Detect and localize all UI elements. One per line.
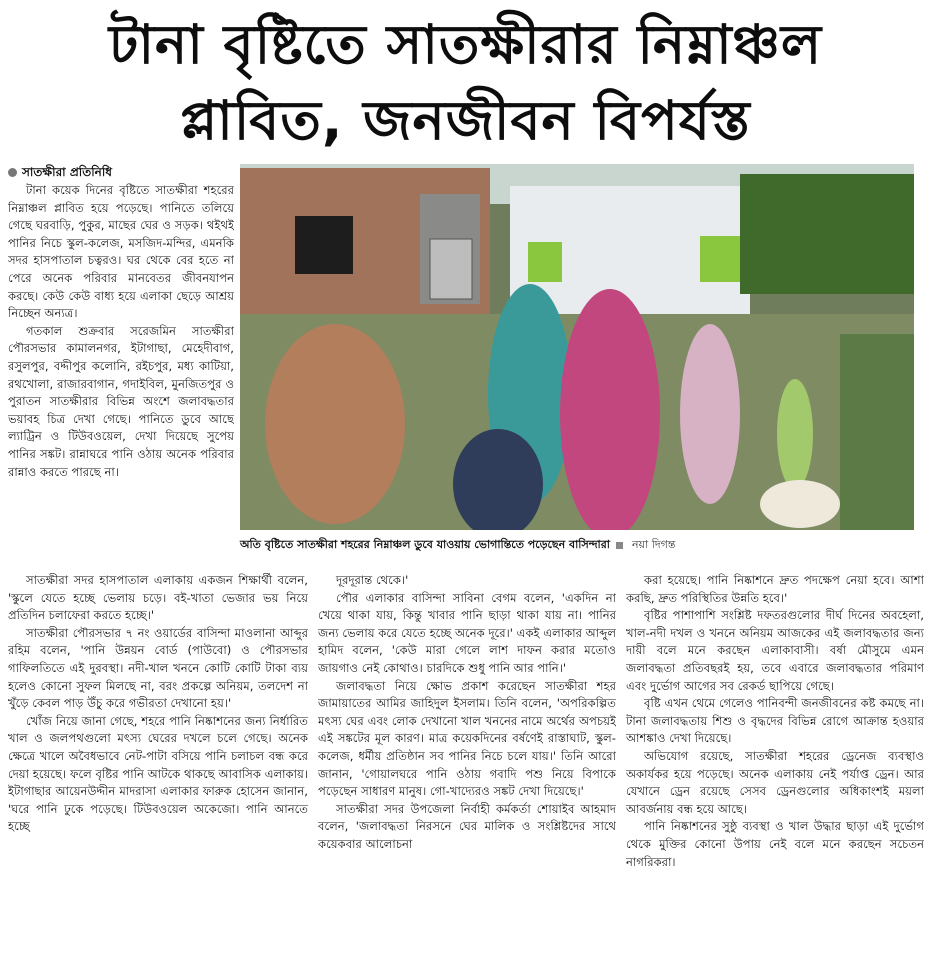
paragraph: জলাবদ্ধতা নিয়ে ক্ষোভ প্রকাশ করেছেন সাতক্ষীরা শহর জামায়াতের আমির জাহিদুল ইসলাম। তিনি বলেন, 'অপরিকল্পিত মৎস্য ঘের এবং লোক দেখানো খাল খননের নামে অর্থের অপচয়ই এই সঙ্কটের মূল কারণ। মাত্র কয়েকদিনের বর্ষণেই রাস্তাঘাট, স্কুল-কলেজ, ধর্মীয় প্রতিষ্ঠান সব পানির নিচে চলে যায়।' তিনি আরো জানান, 'গোয়ালঘরে পানি ওঠায় গবাদি পশু নিয়ে বিপাকে পড়েছেন সাধারণ মানুষ। গো-খাদ্যেরও সঙ্কট দেখা দিয়েছে।' — [318, 678, 616, 799]
paragraph: গতকাল শুক্রবার সরেজমিন সাতক্ষীরা পৌরসভার কামালনগর, ইটাগাছা, মেহেদীবাগ, রসুলপুর, বদ্দীপুর কলোনি, রইচপুর, মধ্য কাটিয়া, রথখোলা, রাজারবাগান, গদাইবিল, মুনজিতপুর ও পুরাতন সাতক্ষীরার বিভিন্ন অংশে জলাবদ্ধতার ভয়াবহ চিত্র দেখা গেছে। পানিতে ডুবে আছে ল্যাট্রিন ও টিউবওয়েল, দেখা দিয়েছে সুপেয় পানির সঙ্কট। রান্নাঘরে পানি ওঠায় অনেক পরিবার রান্নাও করতে পারছে না। — [8, 323, 234, 479]
caption-text: অতি বৃষ্টিতে সাতক্ষীরা শহরের নিম্নাঞ্চল ডুবে যাওয়ায় ভোগান্তিতে পড়েছেন বাসিন্দারা — [240, 538, 610, 551]
paragraph: দূরদূরান্ত থেকে।' — [336, 573, 409, 587]
paragraph: অভিযোগ রয়েছে, সাতক্ষীরা শহরের ড্রেনেজ ব্যবস্থাও অকার্যকর হয়ে পড়েছে। অনেক এলাকায় নেই পর্যাপ্ত ড্রেন। আর যেখানে ড্রেন রয়েছে সেসব ড্রেনগুলোর অধিকাংশই ময়লা আবর্জনায় বন্ধ হয়ে আছে। — [626, 748, 924, 816]
square-bullet-icon — [616, 542, 623, 549]
paragraph: করা হয়েছে। পানি নিষ্কাশনে দ্রুত পদক্ষেপ নেয়া হবে। আশা করছি, দ্রুত পরিস্থিতির উন্নতি হবে।' — [626, 573, 924, 605]
news-photo — [240, 164, 914, 530]
article-column-1-continued — [8, 572, 308, 968]
byline-text: সাতক্ষীরা প্রতিনিধি — [22, 165, 112, 179]
paragraph: পৌর এলাকার বাসিন্দা সাবিনা বেগম বলেন, 'একদিন না খেয়ে থাকা যায়, কিন্তু খাবার পানি ছাড়া থাকা যায় না। পানির জন্য ভেলায় করে যেতে হচ্ছে অনেক দূরে।' একই এলাকার আব্দুল হামিদ বলেন, 'কেউ মারা গেলে লাশ দাফন করার মতোও জায়গাও নেই কোথাও। চারদিকে শুধু পানি আর পানি।' — [318, 590, 616, 675]
paragraph: বৃষ্টি এখন থেমে গেলেও পানিবন্দী জনজীবনের কষ্ট কমছে না। টানা জলাবদ্ধতায় শিশু ও বৃদ্ধদের বিভিন্ন রোগে আক্রান্ত হওয়ার আশঙ্কাও দেখা দিয়েছে। — [626, 696, 924, 746]
byline — [8, 164, 234, 184]
article-column-1 — [8, 182, 234, 592]
article-column-2 — [318, 572, 616, 968]
photo-credit: নয়া দিগন্ত — [631, 538, 676, 551]
bullet-dot-icon — [8, 168, 17, 177]
article-column-3 — [626, 572, 924, 968]
flooded-street-illustration — [240, 164, 914, 530]
headline-line-2: প্লাবিত, জনজীবন বিপর্যস্ত — [180, 89, 751, 152]
photo-caption — [240, 536, 914, 555]
paragraph: বৃষ্টির পাশাপাশি সংশ্লিষ্ট দফতরগুলোর দীর্ঘ দিনের অবহেলা, খাল-নদী দখল ও খননে অনিয়ম আজকের এই জলাবদ্ধতার জন্য দায়ী বলে মনে করছেন এলাকাবাসী। বর্ষা মৌসুমে এমন জলাবদ্ধতা প্রতিবছরই হয়, তবে এবারে জলাবদ্ধতার পরিমাণ এবং দুর্ভোগ আগের সব রেকর্ড ছাপিয়ে গেছে। — [626, 608, 924, 693]
paragraph: সাতক্ষীরা সদর হাসপাতাল এলাকায় একজন শিক্ষার্থী বলেন, 'স্কুলে যেতে হচ্ছে ভেলায় চড়ে। বই-খাতা ভেজার ভয় নিয়ে প্রতিদিন চলাফেরা করতে হচ্ছে।' — [8, 573, 308, 623]
paragraph: সাতক্ষীরা পৌরসভার ৭ নং ওয়ার্ডের বাসিন্দা মাওলানা আব্দুর রহিম বলেন, 'পানি উন্নয়ন বোর্ড (পাউবো) ও পৌরসভার গাফিলতিতে এই দুরবস্থা। নদী-খাল খননে কোটি কোটি টাকা ব্যয় হলেও কোনো সুফল মিলছে না, বরং প্রকল্পে অনিয়ম, তলদেশ না খুঁড়ে কেবল পাড় উঁচু করে গভীরতা দেখানো হয়।' — [8, 625, 308, 711]
paragraph: পানি নিষ্কাশনের সুষ্ঠু ব্যবস্থা ও খাল উদ্ধার ছাড়া এই দুর্ভোগ থেকে মুক্তির কোনো উপায় নেই বলে মনে করছেন সচেতন নাগরিকরা। — [626, 819, 924, 869]
paragraph: সাতক্ষীরা সদর উপজেলা নির্বাহী কর্মকর্তা শোয়াইব আহমাদ বলেন, 'জলাবদ্ধতা নিরসনে ঘের মালিক ও সংশ্লিষ্টদের সাথে কয়েকবার আলোচনা — [318, 801, 616, 851]
paragraph: টানা কয়েক দিনের বৃষ্টিতে সাতক্ষীরা শহরের নিম্নাঞ্চল প্লাবিত হয়ে পড়েছে। পানিতে তলিয়ে গেছে ঘরবাড়ি, পুকুর, মাছের ঘের ও সড়ক। থইথই পানির নিচে স্কুল-কলেজ, মসজিদ-মন্দির, এমনকি সদর হাসপাতাল চত্বরও। ঘর থেকে বের হতে না পেরে অনেক পরিবার মানবেতর জীবনযাপন করছে। কেউ কেউ বাধ্য হয়ে এলাকা ছেড়ে আশ্রয় নিচ্ছেন অন্যত্র। — [8, 183, 234, 321]
headline-line-1: টানা বৃষ্টিতে সাতক্ষীরার নিম্নাঞ্চল — [108, 13, 823, 76]
paragraph: খোঁজ নিয়ে জানা গেছে, শহরে পানি নিষ্কাশনের জন্য নির্ধারিত খাল ও জলপথগুলো মৎস্য ঘেরের দখলে চলে গেছে। অনেক ক্ষেত্রে খালে অবৈধভাবে নেট-পাটা বসিয়ে পানি চলাচল বন্ধ করে দেয়া হয়েছে। ফলে বৃষ্টির পানি আটকে থাকছে আবাসিক এলাকায়। ইটাগাছার আয়েনউদ্দীন মাদরাসা এলাকার ফারুক হোসেন জানান, 'ঘরে পানি ঢুকে পড়েছে। টিউবওয়েল অকেজো। পানি আনতে হচ্ছে — [8, 713, 308, 834]
